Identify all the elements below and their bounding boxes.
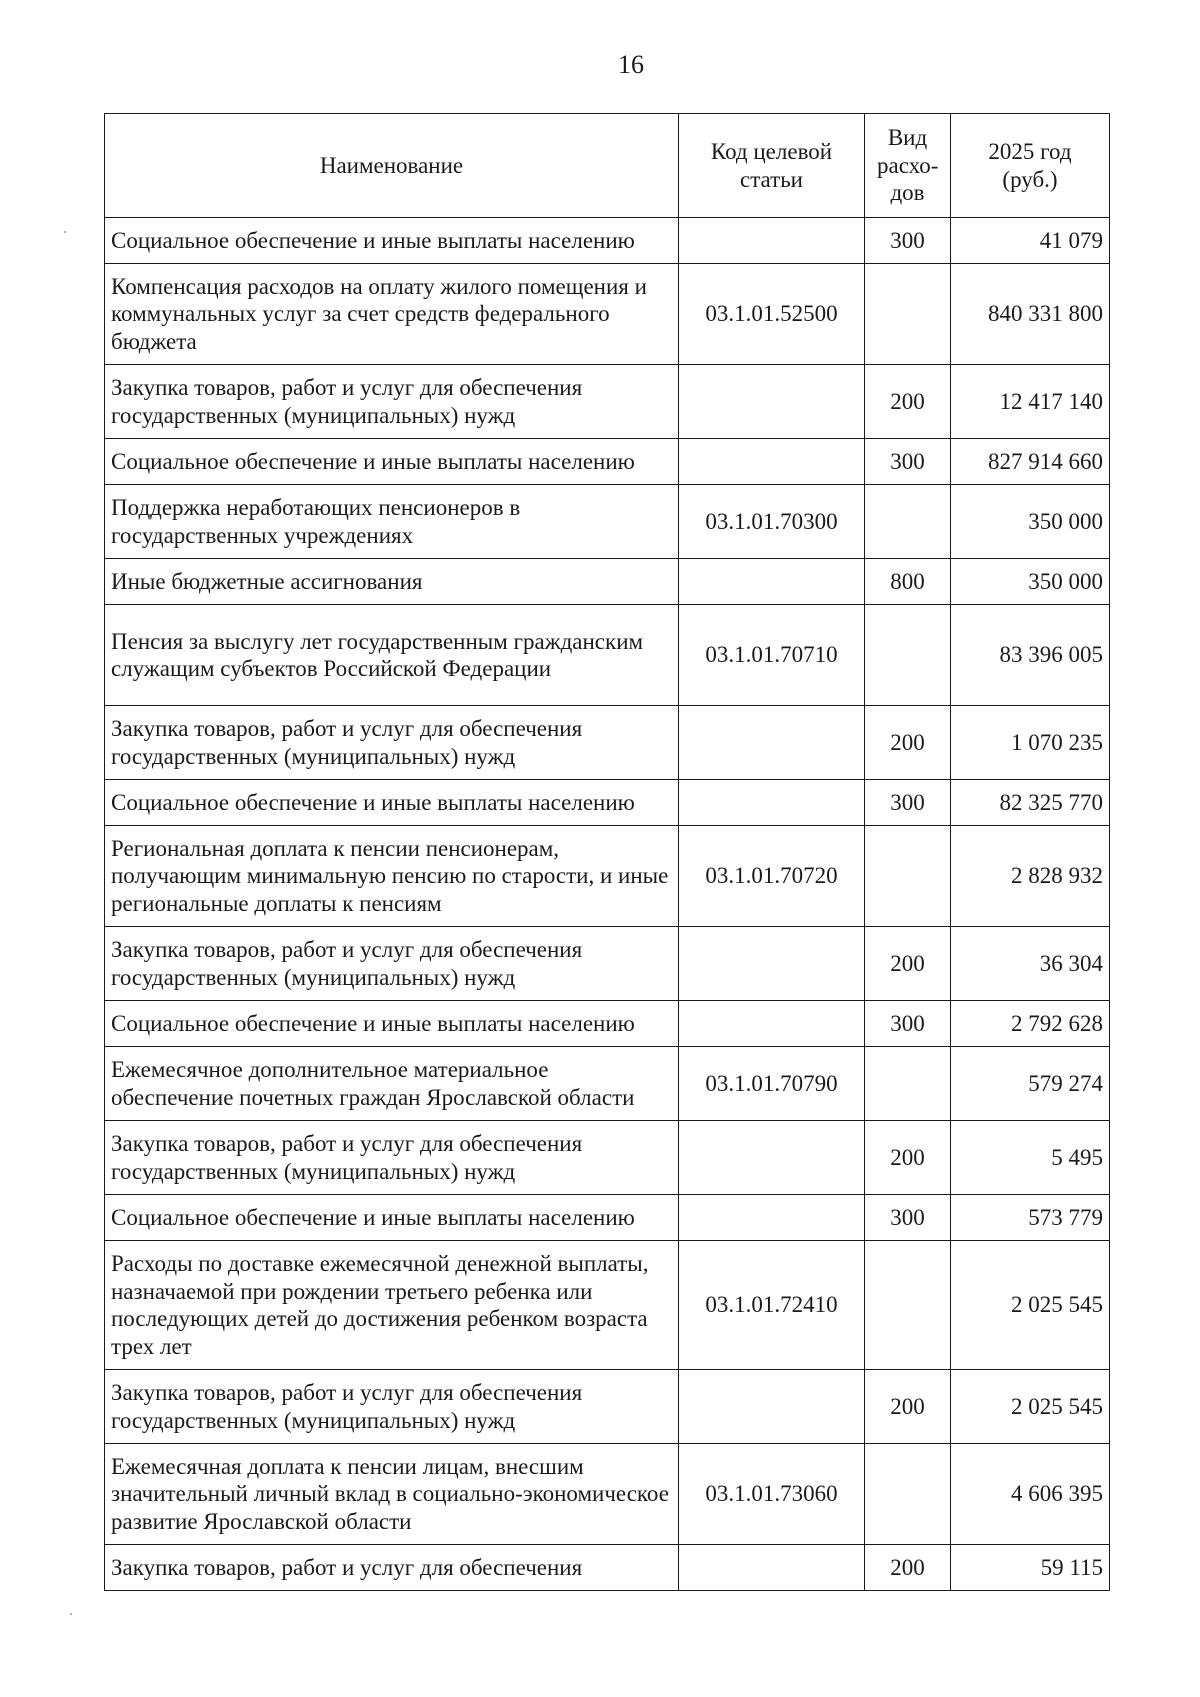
row-type-cell (865, 1241, 951, 1370)
row-type-cell (865, 826, 951, 927)
scan-speck (70, 1613, 72, 1615)
row-amount-cell: 41 079 (951, 218, 1110, 264)
row-amount-cell: 2 025 545 (951, 1241, 1110, 1370)
header-code: Код целевой статьи (679, 114, 865, 218)
row-amount-cell: 2 025 545 (951, 1370, 1110, 1444)
row-amount-cell: 2 828 932 (951, 826, 1110, 927)
row-code-cell (679, 439, 865, 485)
row-type-cell: 300 (865, 218, 951, 264)
row-name-cell: Социальное обеспечение и иные выплаты населению (105, 1001, 679, 1047)
row-type-cell: 300 (865, 1001, 951, 1047)
row-code-cell: 03.1.01.73060 (679, 1444, 865, 1545)
row-type-cell: 200 (865, 1545, 951, 1591)
table-row (105, 439, 1110, 485)
row-code-cell (679, 927, 865, 1001)
row-amount-cell: 36 304 (951, 927, 1110, 1001)
row-code-cell (679, 1195, 865, 1241)
row-type-cell (865, 264, 951, 365)
row-name-cell: Социальное обеспечение и иные выплаты населению (105, 439, 679, 485)
row-name-cell: Закупка товаров, работ и услуг для обеспечения государственных (муниципальных) нужд (105, 1370, 679, 1444)
row-code-cell (679, 365, 865, 439)
table-row (105, 218, 1110, 264)
row-type-cell: 200 (865, 1121, 951, 1195)
table-header-row (105, 114, 1110, 218)
row-amount-cell: 12 417 140 (951, 365, 1110, 439)
table-row (105, 706, 1110, 780)
row-name-cell: Ежемесячное дополнительное материальное обеспечение почетных граждан Ярославской области (105, 1047, 679, 1121)
header-type: Вид расхо-дов (865, 114, 951, 218)
table-row (105, 1370, 1110, 1444)
row-code-cell (679, 1370, 865, 1444)
table-row (105, 1444, 1110, 1545)
row-name-cell: Компенсация расходов на оплату жилого помещения и коммунальных услуг за счет средств федерального бюджета (105, 264, 679, 365)
row-amount-cell: 579 274 (951, 1047, 1110, 1121)
table-body (105, 218, 1110, 1591)
row-name-cell: Расходы по доставке ежемесячной денежной выплаты, назначаемой при рождении третьего ребенка или последующих детей до достижения ребенком возраста трех лет (105, 1241, 679, 1370)
row-code-cell: 03.1.01.70720 (679, 826, 865, 927)
row-amount-cell: 350 000 (951, 485, 1110, 559)
row-name-cell: Социальное обеспечение и иные выплаты населению (105, 1195, 679, 1241)
row-name-cell: Пенсия за выслугу лет государственным гражданским служащим субъектов Российской Федерации (105, 605, 679, 706)
table-row (105, 1195, 1110, 1241)
row-type-cell: 300 (865, 1195, 951, 1241)
row-name-cell: Иные бюджетные ассигнования (105, 559, 679, 605)
row-amount-cell: 840 331 800 (951, 264, 1110, 365)
row-name-cell: Закупка товаров, работ и услуг для обеспечения государственных (муниципальных) нужд (105, 365, 679, 439)
row-type-cell: 300 (865, 780, 951, 826)
table-row (105, 826, 1110, 927)
row-code-cell (679, 706, 865, 780)
row-code-cell: 03.1.01.72410 (679, 1241, 865, 1370)
row-type-cell (865, 1047, 951, 1121)
row-type-cell: 200 (865, 927, 951, 1001)
row-name-cell: Социальное обеспечение и иные выплаты населению (105, 780, 679, 826)
row-amount-cell: 827 914 660 (951, 439, 1110, 485)
row-amount-cell: 573 779 (951, 1195, 1110, 1241)
row-code-cell: 03.1.01.70790 (679, 1047, 865, 1121)
table-row (105, 605, 1110, 706)
scan-speck (64, 231, 66, 233)
row-amount-cell: 5 495 (951, 1121, 1110, 1195)
table-row (105, 1545, 1110, 1591)
budget-table (104, 113, 1110, 1591)
row-type-cell (865, 485, 951, 559)
row-code-cell (679, 1121, 865, 1195)
row-amount-cell: 83 396 005 (951, 605, 1110, 706)
row-type-cell: 200 (865, 1370, 951, 1444)
row-type-cell: 800 (865, 559, 951, 605)
table-row (105, 264, 1110, 365)
row-amount-cell: 82 325 770 (951, 780, 1110, 826)
row-code-cell (679, 218, 865, 264)
table-row (105, 1241, 1110, 1370)
row-code-cell (679, 780, 865, 826)
table-row (105, 485, 1110, 559)
table-row (105, 1121, 1110, 1195)
row-code-cell (679, 1001, 865, 1047)
header-name: Наименование (105, 114, 679, 218)
row-code-cell: 03.1.01.70710 (679, 605, 865, 706)
row-type-cell (865, 605, 951, 706)
row-type-cell: 200 (865, 365, 951, 439)
row-amount-cell: 2 792 628 (951, 1001, 1110, 1047)
row-amount-cell: 1 070 235 (951, 706, 1110, 780)
row-code-cell (679, 1545, 865, 1591)
table-row (105, 1047, 1110, 1121)
table-row (105, 365, 1110, 439)
row-code-cell (679, 559, 865, 605)
row-type-cell: 300 (865, 439, 951, 485)
page-number: 16 (618, 50, 644, 79)
row-name-cell: Закупка товаров, работ и услуг для обеспечения государственных (муниципальных) нужд (105, 706, 679, 780)
row-type-cell (865, 1444, 951, 1545)
table-row (105, 1001, 1110, 1047)
row-amount-cell: 4 606 395 (951, 1444, 1110, 1545)
row-amount-cell: 59 115 (951, 1545, 1110, 1591)
table-row (105, 559, 1110, 605)
table-row (105, 780, 1110, 826)
row-name-cell: Социальное обеспечение и иные выплаты населению (105, 218, 679, 264)
row-name-cell: Закупка товаров, работ и услуг для обеспечения государственных (муниципальных) нужд (105, 927, 679, 1001)
row-amount-cell: 350 000 (951, 559, 1110, 605)
row-type-cell: 200 (865, 706, 951, 780)
row-name-cell: Закупка товаров, работ и услуг для обеспечения (105, 1545, 679, 1591)
header-amount: 2025 год (руб.) (951, 114, 1110, 218)
row-name-cell: Поддержка неработающих пенсионеров в государственных учреждениях (105, 485, 679, 559)
row-name-cell: Закупка товаров, работ и услуг для обеспечения государственных (муниципальных) нужд (105, 1121, 679, 1195)
row-code-cell: 03.1.01.70300 (679, 485, 865, 559)
row-name-cell: Ежемесячная доплата к пенсии лицам, внесшим значительный личный вклад в социально-экономическое развитие Ярославской области (105, 1444, 679, 1545)
row-name-cell: Региональная доплата к пенсии пенсионерам, получающим минимальную пенсию по старости, и иные региональные доплаты к пенсиям (105, 826, 679, 927)
row-code-cell: 03.1.01.52500 (679, 264, 865, 365)
table-row (105, 927, 1110, 1001)
